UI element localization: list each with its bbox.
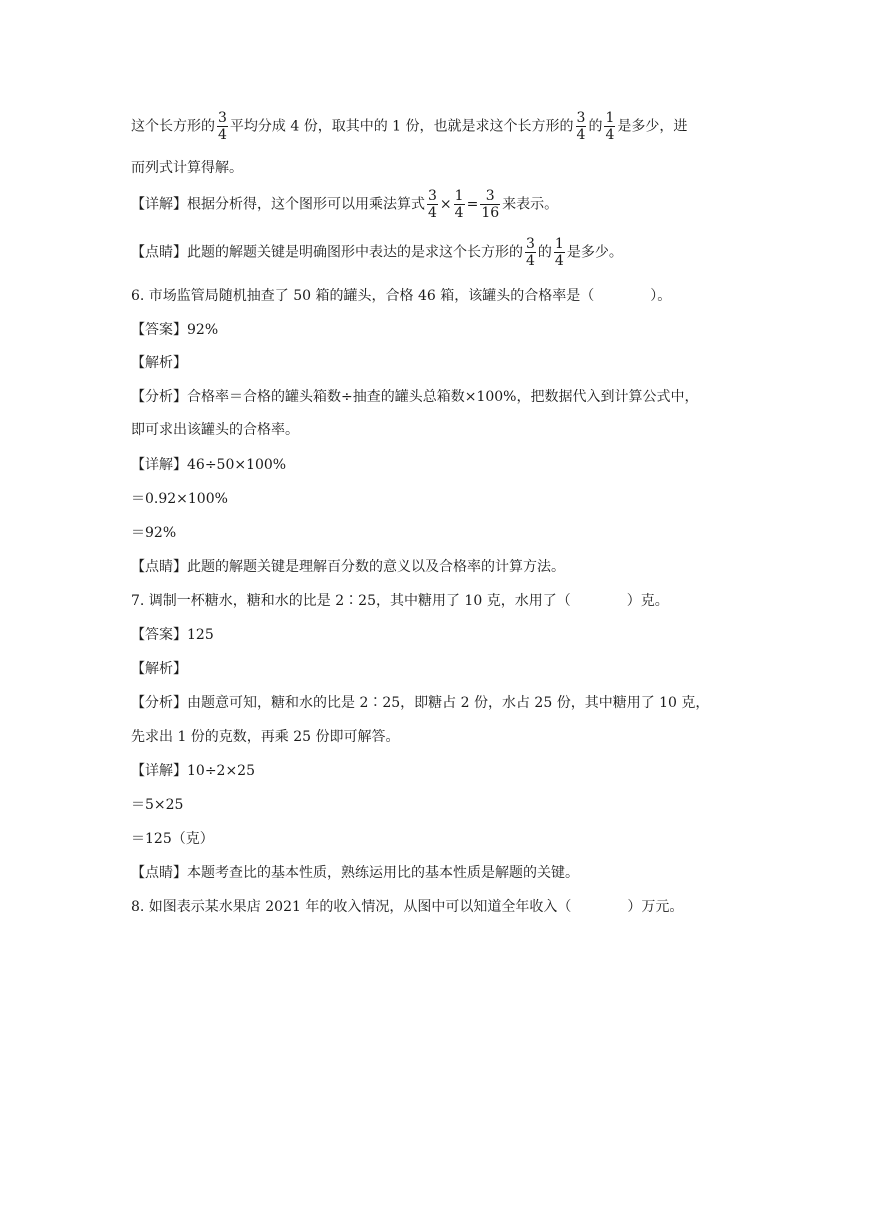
fraction: $\frac{3}{4}$ <box>218 110 227 143</box>
q5-point <box>131 236 623 269</box>
text: 7. 调制一杯糖水，糖和水的比是 2∶25，其中糖用了 10 克，水用了（ <box>131 593 571 609</box>
fraction: $\frac{1}{4}$ <box>554 236 564 269</box>
text: ）克。 <box>626 593 669 609</box>
text: 是多少，进 <box>617 118 688 135</box>
q6-question <box>131 286 671 306</box>
text: 【详解】根据分析得，这个图形可以用乘法算式 <box>131 196 425 213</box>
fraction: $\frac{3}{4}$ <box>526 236 535 269</box>
text: ）。 <box>650 288 672 304</box>
text: 【点睛】此题的解题关键是明确图形中表达的是求这个长方形的 <box>131 244 523 261</box>
q7-question <box>131 591 669 611</box>
q6-analysis-label: 【解析】 <box>131 355 187 371</box>
q6-detail-1: 【详解】46÷50×100% <box>131 457 287 473</box>
text: 6. 市场监管局随机抽查了 50 箱的罐头，合格 46 箱，该罐头的合格率是（ <box>131 288 595 304</box>
text: 是多少。 <box>566 244 623 261</box>
q5-analysis-line-2: 而列式计算得解。 <box>131 160 243 176</box>
q8-question <box>131 897 683 917</box>
q7-detail-1: 【详解】10÷2×25 <box>131 763 255 779</box>
q5-analysis-line-1 <box>131 110 687 143</box>
text: 8. 如图表示某水果店 2021 年的收入情况，从图中可以知道全年收入（ <box>131 899 572 915</box>
text: 这个长方形的 <box>131 118 215 135</box>
fraction: $\frac{3}{16}$ <box>481 188 500 221</box>
text: 平均分成 4 份，取其中的 1 份，也就是求这个长方形的 <box>229 118 574 135</box>
text: 来表示。 <box>502 196 559 213</box>
q7-detail-3: ＝125（克） <box>131 831 214 847</box>
fraction: $\frac{1}{4}$ <box>454 188 464 221</box>
fraction: $\frac{1}{4}$ <box>605 110 615 143</box>
q7-analysis-label: 【解析】 <box>131 661 187 677</box>
q7-point: 【点睛】本题考查比的基本性质，熟练运用比的基本性质是解题的关键。 <box>131 865 579 881</box>
text: 的 <box>588 118 603 135</box>
operator: = <box>466 196 479 213</box>
fraction: $\frac{3}{4}$ <box>576 110 586 143</box>
q6-analysis-2: 即可求出该罐头的合格率。 <box>131 422 299 438</box>
q6-point: 【点睛】此题的解题关键是理解百分数的意义以及合格率的计算方法。 <box>131 559 565 575</box>
q7-detail-2: ＝5×25 <box>131 797 184 813</box>
q6-detail-2: ＝0.92×100% <box>131 491 228 507</box>
q7-answer: 【答案】125 <box>131 627 214 643</box>
q6-answer: 【答案】92% <box>131 322 219 338</box>
q6-detail-3: ＝92% <box>131 525 177 541</box>
q7-analysis-2: 先求出 1 份的克数，再乘 25 份即可解答。 <box>131 729 400 745</box>
q5-detail <box>131 188 558 221</box>
operator: × <box>439 196 452 213</box>
fraction: $\frac{3}{4}$ <box>428 188 437 221</box>
text: 的 <box>537 244 552 261</box>
text: ）万元。 <box>627 899 684 915</box>
q6-analysis-1: 【分析】合格率＝合格的罐头箱数÷抽查的罐头总箱数×100%，把数据代入到计算公式中， <box>131 389 699 405</box>
q7-analysis-1: 【分析】由题意可知，糖和水的比是 2∶25，即糖占 2 份，水占 25 份，其中糖用了 10 克， <box>131 695 710 711</box>
